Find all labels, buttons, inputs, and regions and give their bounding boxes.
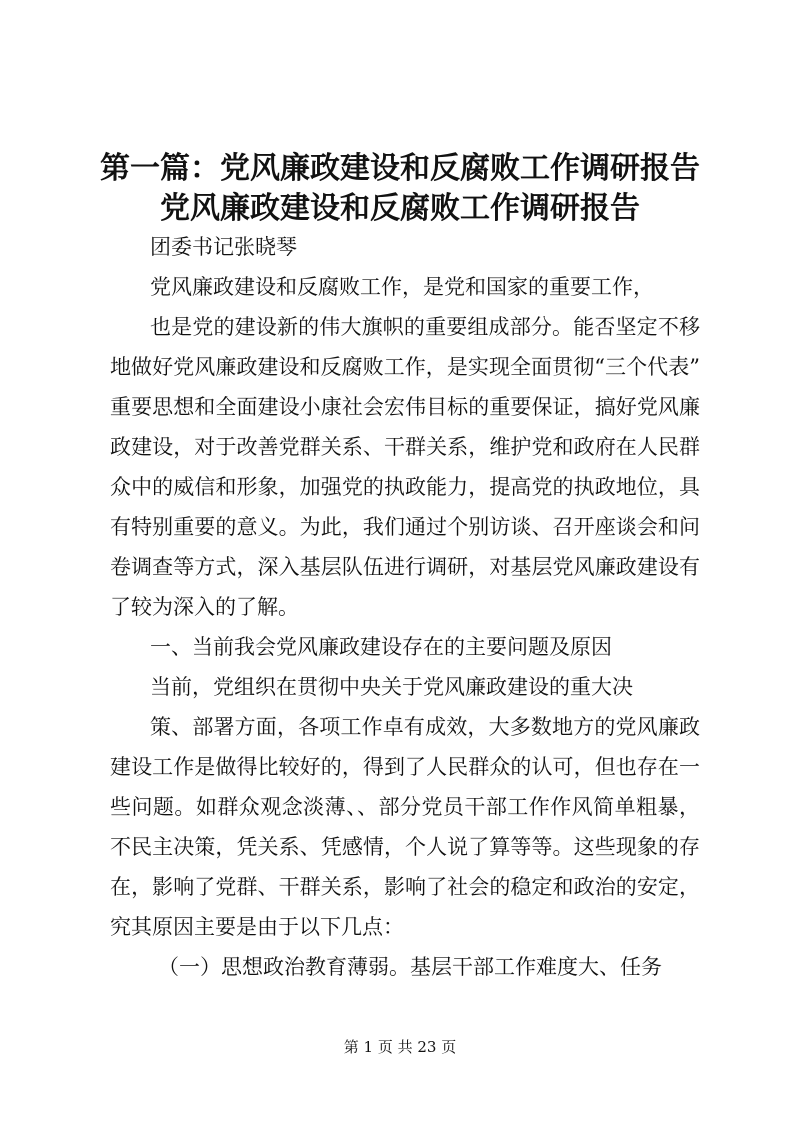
paragraph-line: 当前，党组织在贯彻中央关于党风廉政建设的重大决 <box>150 675 633 699</box>
paragraph-line: 不民主决策，凭关系、凭感情，个人说了算等等。这些现象的存 <box>110 835 700 859</box>
page-footer: 第 1 页 共 23 页 <box>343 1038 457 1056</box>
paragraph-line: 卷调查等方式，深入基层队伍进行调研，对基层党风廉政建设有 <box>110 555 700 579</box>
paragraph-line: 有特别重要的意义。为此，我们通过个别访谈、召开座谈会和问 <box>110 515 700 539</box>
document-subtitle: 党风廉政建设和反腐败工作调研报告 <box>160 191 640 226</box>
author-line: 团委书记张晓琴 <box>150 235 297 259</box>
paragraph-line: 政建设，对于改善党群关系、干群关系，维护党和政府在人民群 <box>110 435 700 459</box>
paragraph-line: 究其原因主要是由于以下几点： <box>110 915 404 939</box>
paragraph-line: 在，影响了党群、干群关系，影响了社会的稳定和政治的安定， <box>110 875 700 899</box>
paragraph-line: 策、部署方面，各项工作卓有成效，大多数地方的党风廉政 <box>150 715 700 739</box>
document-title: 第一篇：党风廉政建设和反腐败工作调研报告 <box>100 151 700 186</box>
subsection-heading: （一）思想政治教育薄弱。基层干部工作难度大、任务 <box>158 955 662 979</box>
paragraph-line: 众中的威信和形象，加强党的执政能力，提高党的执政地位，具 <box>110 475 700 499</box>
paragraph-line: 地做好党风廉政建设和反腐败工作，是实现全面贯彻“三个代表” <box>110 355 700 379</box>
paragraph-line: 也是党的建设新的伟大旗帜的重要组成部分。能否坚定不移 <box>150 315 700 339</box>
paragraph-line: 建设工作是做得比较好的，得到了人民群众的认可，但也存在一 <box>110 755 700 779</box>
section-heading: 一、当前我会党风廉政建设存在的主要问题及原因 <box>150 635 612 659</box>
paragraph-line: 党风廉政建设和反腐败工作，是党和国家的重要工作， <box>150 275 654 299</box>
paragraph-line: 重要思想和全面建设小康社会宏伟目标的重要保证，搞好党风廉 <box>110 395 700 419</box>
paragraph-line: 了较为深入的了解。 <box>110 595 299 619</box>
paragraph-line: 些问题。如群众观念淡薄、、部分党员干部工作作风简单粗暴， <box>110 795 700 819</box>
